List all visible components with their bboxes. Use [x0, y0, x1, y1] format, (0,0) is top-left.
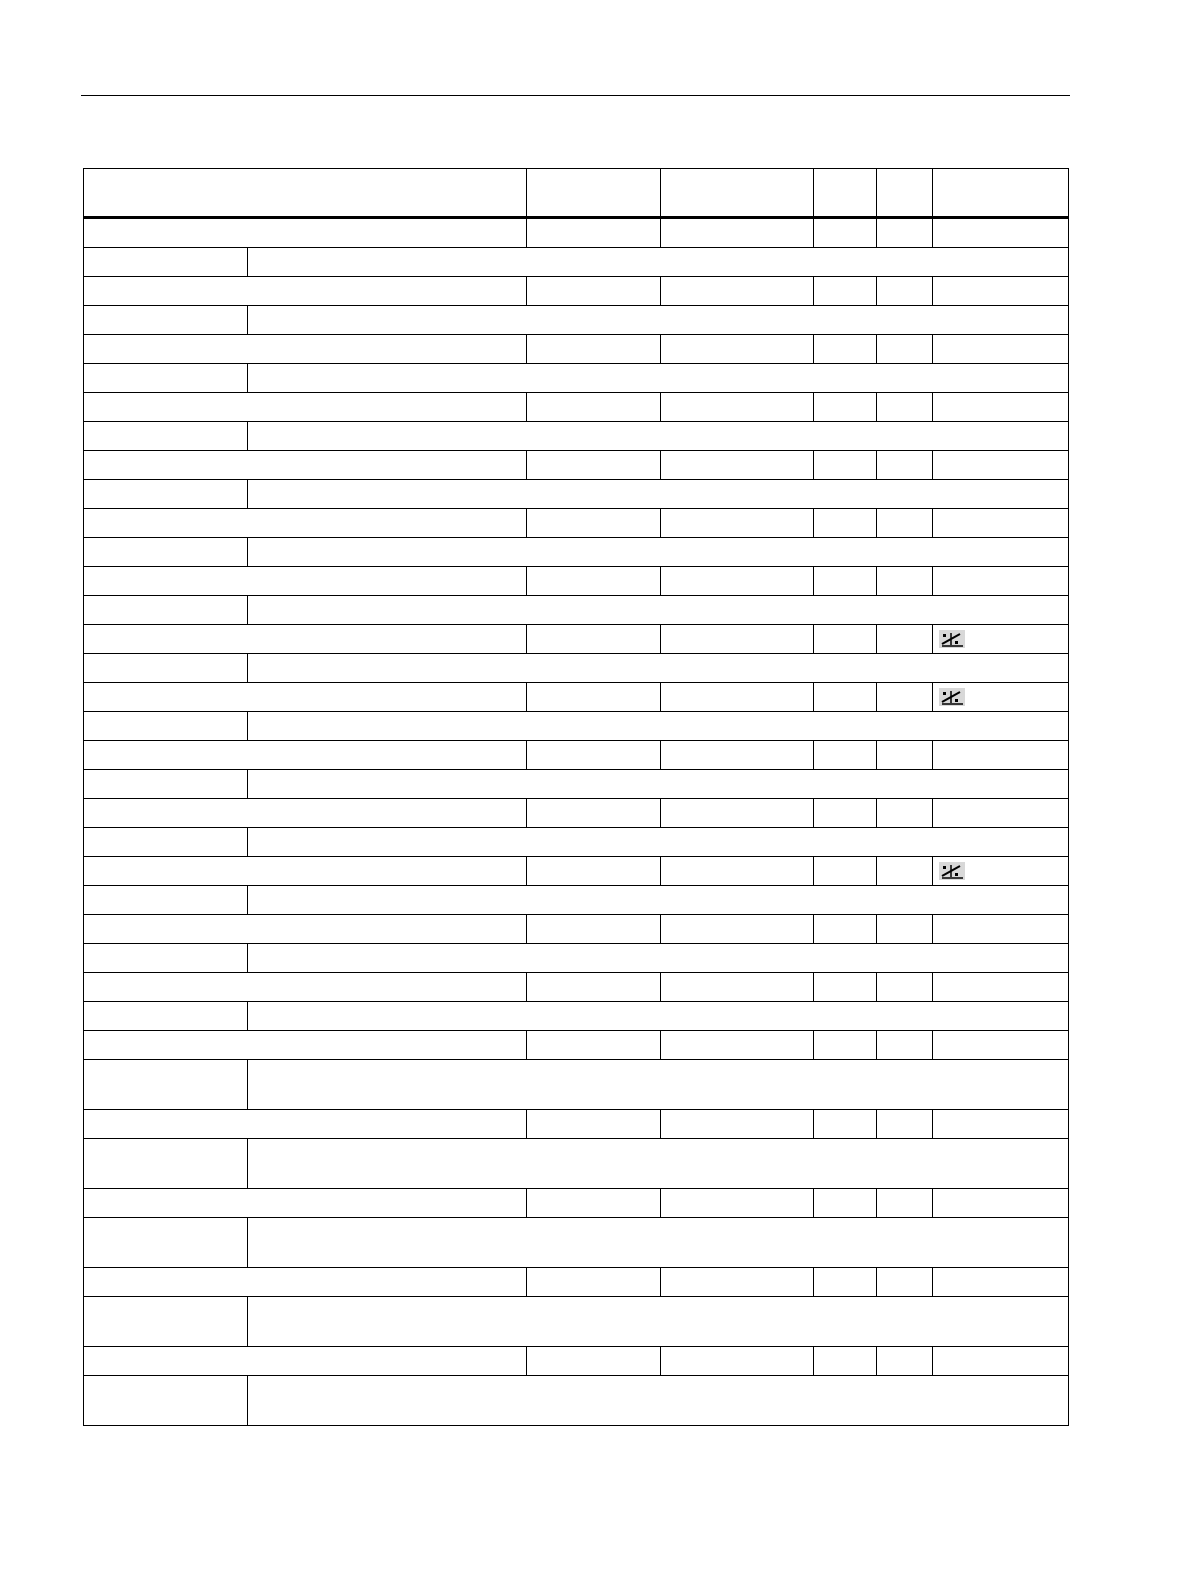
- param-cell-4: [814, 799, 877, 828]
- param-cell-3: [661, 799, 814, 828]
- parameter-row: [84, 1347, 1069, 1376]
- param-cell-4: [814, 973, 877, 1002]
- param-cell-2: [527, 393, 661, 422]
- header-cell-6: [933, 169, 1069, 218]
- param-name-cell: [84, 915, 527, 944]
- description-row: [84, 770, 1069, 799]
- param-cell-3: [661, 277, 814, 306]
- description-label-cell: [84, 248, 248, 277]
- description-text-cell: [248, 596, 1069, 625]
- param-name-cell: [84, 1189, 527, 1218]
- description-label-cell: [84, 1218, 248, 1268]
- param-cell-6: [933, 1110, 1069, 1139]
- param-cell-2: [527, 335, 661, 364]
- param-cell-6: [933, 1347, 1069, 1376]
- description-text-cell: [248, 828, 1069, 857]
- param-cell-6: [933, 451, 1069, 480]
- description-text-cell: [248, 1297, 1069, 1347]
- param-name-cell: [84, 1268, 527, 1297]
- param-cell-5: [877, 1268, 933, 1297]
- param-cell-6: [933, 277, 1069, 306]
- description-text-cell: [248, 422, 1069, 451]
- description-label-cell: [84, 770, 248, 799]
- description-text-cell: [248, 248, 1069, 277]
- param-cell-2: [527, 625, 661, 654]
- param-cell-5: [877, 741, 933, 770]
- parameter-row: [84, 683, 1069, 712]
- param-name-cell: [84, 1110, 527, 1139]
- param-cell-5: [877, 1189, 933, 1218]
- param-cell-2: [527, 683, 661, 712]
- description-text-cell: [248, 886, 1069, 915]
- param-name-cell: [84, 1347, 527, 1376]
- param-cell-6: [933, 1189, 1069, 1218]
- description-text-cell: [248, 944, 1069, 973]
- param-name-cell: [84, 567, 527, 596]
- parameter-row: [84, 915, 1069, 944]
- param-cell-4: [814, 335, 877, 364]
- description-text-cell: [248, 1139, 1069, 1189]
- header-cell-5: [877, 169, 933, 218]
- param-cell-2: [527, 451, 661, 480]
- percent-edit-icon: [939, 630, 965, 645]
- description-row: [84, 886, 1069, 915]
- param-cell-6: [933, 857, 1069, 886]
- description-row: [84, 944, 1069, 973]
- parameter-row: [84, 218, 1069, 248]
- param-cell-4: [814, 451, 877, 480]
- param-cell-2: [527, 973, 661, 1002]
- header-rule: [81, 95, 1070, 96]
- param-cell-5: [877, 625, 933, 654]
- description-row: [84, 828, 1069, 857]
- param-cell-5: [877, 451, 933, 480]
- param-cell-4: [814, 857, 877, 886]
- parameter-row: [84, 799, 1069, 828]
- param-cell-5: [877, 683, 933, 712]
- param-cell-4: [814, 1110, 877, 1139]
- param-cell-3: [661, 567, 814, 596]
- parameter-row: [84, 509, 1069, 538]
- table-body: [84, 169, 1069, 1426]
- param-cell-6: [933, 741, 1069, 770]
- parameter-row: [84, 451, 1069, 480]
- description-text-cell: [248, 306, 1069, 335]
- description-text-cell: [248, 1218, 1069, 1268]
- description-text-cell: [248, 1060, 1069, 1110]
- parameter-row: [84, 973, 1069, 1002]
- parameter-row: [84, 625, 1069, 654]
- param-cell-6: [933, 625, 1069, 654]
- parameter-table: [83, 168, 1069, 1426]
- param-cell-3: [661, 625, 814, 654]
- param-cell-6: [933, 509, 1069, 538]
- param-cell-5: [877, 567, 933, 596]
- description-row: [84, 248, 1069, 277]
- param-cell-6: [933, 1268, 1069, 1297]
- parameter-row: [84, 277, 1069, 306]
- param-name-cell: [84, 335, 527, 364]
- percent-edit-icon: [939, 862, 965, 877]
- param-cell-3: [661, 973, 814, 1002]
- param-cell-6: [933, 1031, 1069, 1060]
- description-label-cell: [84, 944, 248, 973]
- param-name-cell: [84, 799, 527, 828]
- param-cell-4: [814, 393, 877, 422]
- param-cell-2: [527, 277, 661, 306]
- param-cell-2: [527, 915, 661, 944]
- param-cell-4: [814, 1189, 877, 1218]
- param-cell-6: [933, 915, 1069, 944]
- param-name-cell: [84, 741, 527, 770]
- description-row: [84, 654, 1069, 683]
- description-row: [84, 1060, 1069, 1110]
- description-label-cell: [84, 712, 248, 741]
- header-cell-3: [661, 169, 814, 218]
- param-cell-5: [877, 799, 933, 828]
- param-cell-2: [527, 1268, 661, 1297]
- header-cell-parameter: [84, 169, 527, 218]
- description-row: [84, 306, 1069, 335]
- param-cell-3: [661, 451, 814, 480]
- description-row: [84, 1297, 1069, 1347]
- parameter-row: [84, 741, 1069, 770]
- param-cell-6: [933, 393, 1069, 422]
- description-label-cell: [84, 886, 248, 915]
- param-cell-5: [877, 277, 933, 306]
- param-cell-3: [661, 1189, 814, 1218]
- param-name-cell: [84, 509, 527, 538]
- parameter-row: [84, 1110, 1069, 1139]
- parameter-row: [84, 1189, 1069, 1218]
- param-cell-4: [814, 1031, 877, 1060]
- param-name-cell: [84, 857, 527, 886]
- param-cell-2: [527, 799, 661, 828]
- param-cell-2: [527, 1189, 661, 1218]
- param-cell-2: [527, 1031, 661, 1060]
- description-label-cell: [84, 1376, 248, 1426]
- param-cell-2: [527, 509, 661, 538]
- description-label-cell: [84, 364, 248, 393]
- param-cell-4: [814, 1268, 877, 1297]
- param-cell-4: [814, 741, 877, 770]
- param-cell-2: [527, 1347, 661, 1376]
- parameter-row: [84, 393, 1069, 422]
- description-row: [84, 422, 1069, 451]
- description-text-cell: [248, 1002, 1069, 1031]
- param-cell-5: [877, 1347, 933, 1376]
- description-label-cell: [84, 480, 248, 509]
- percent-edit-icon: [939, 688, 965, 703]
- description-text-cell: [248, 538, 1069, 567]
- param-cell-6: [933, 799, 1069, 828]
- param-cell-4: [814, 567, 877, 596]
- param-cell-6: [933, 683, 1069, 712]
- description-text-cell: [248, 364, 1069, 393]
- param-cell-3: [661, 1110, 814, 1139]
- header-cell-4: [814, 169, 877, 218]
- param-cell-5: [877, 218, 933, 248]
- description-label-cell: [84, 596, 248, 625]
- parameter-row: [84, 1268, 1069, 1297]
- param-name-cell: [84, 218, 527, 248]
- description-row: [84, 712, 1069, 741]
- param-cell-4: [814, 915, 877, 944]
- param-name-cell: [84, 683, 527, 712]
- param-cell-3: [661, 218, 814, 248]
- description-label-cell: [84, 654, 248, 683]
- param-cell-4: [814, 1347, 877, 1376]
- param-cell-4: [814, 509, 877, 538]
- param-cell-6: [933, 218, 1069, 248]
- description-label-cell: [84, 1139, 248, 1189]
- param-cell-5: [877, 1110, 933, 1139]
- description-label-cell: [84, 422, 248, 451]
- param-cell-3: [661, 741, 814, 770]
- param-cell-5: [877, 335, 933, 364]
- description-row: [84, 538, 1069, 567]
- param-cell-4: [814, 625, 877, 654]
- parameter-row: [84, 335, 1069, 364]
- param-cell-5: [877, 509, 933, 538]
- parameter-row: [84, 567, 1069, 596]
- description-text-cell: [248, 480, 1069, 509]
- param-cell-3: [661, 683, 814, 712]
- param-cell-5: [877, 393, 933, 422]
- description-row: [84, 1139, 1069, 1189]
- param-name-cell: [84, 973, 527, 1002]
- description-label-cell: [84, 828, 248, 857]
- param-cell-5: [877, 973, 933, 1002]
- param-cell-2: [527, 741, 661, 770]
- param-cell-2: [527, 218, 661, 248]
- param-cell-5: [877, 1031, 933, 1060]
- description-label-cell: [84, 1002, 248, 1031]
- description-row: [84, 480, 1069, 509]
- param-cell-6: [933, 973, 1069, 1002]
- param-cell-2: [527, 1110, 661, 1139]
- param-cell-3: [661, 393, 814, 422]
- param-cell-3: [661, 509, 814, 538]
- param-cell-3: [661, 1268, 814, 1297]
- description-text-cell: [248, 712, 1069, 741]
- param-cell-2: [527, 857, 661, 886]
- description-text-cell: [248, 1376, 1069, 1426]
- parameter-row: [84, 1031, 1069, 1060]
- param-name-cell: [84, 451, 527, 480]
- param-name-cell: [84, 625, 527, 654]
- param-cell-6: [933, 567, 1069, 596]
- param-cell-5: [877, 857, 933, 886]
- param-name-cell: [84, 393, 527, 422]
- description-row: [84, 1002, 1069, 1031]
- param-cell-6: [933, 335, 1069, 364]
- param-cell-4: [814, 277, 877, 306]
- header-cell-2: [527, 169, 661, 218]
- description-text-cell: [248, 770, 1069, 799]
- param-cell-4: [814, 218, 877, 248]
- description-label-cell: [84, 306, 248, 335]
- description-label-cell: [84, 538, 248, 567]
- param-name-cell: [84, 277, 527, 306]
- description-text-cell: [248, 654, 1069, 683]
- description-row: [84, 596, 1069, 625]
- description-label-cell: [84, 1060, 248, 1110]
- description-label-cell: [84, 1297, 248, 1347]
- description-row: [84, 1218, 1069, 1268]
- description-row: [84, 1376, 1069, 1426]
- param-cell-2: [527, 567, 661, 596]
- param-cell-3: [661, 857, 814, 886]
- table-header-row: [84, 169, 1069, 218]
- param-cell-5: [877, 915, 933, 944]
- param-cell-3: [661, 1347, 814, 1376]
- parameter-row: [84, 857, 1069, 886]
- param-cell-4: [814, 683, 877, 712]
- param-cell-3: [661, 335, 814, 364]
- param-cell-3: [661, 915, 814, 944]
- param-name-cell: [84, 1031, 527, 1060]
- description-row: [84, 364, 1069, 393]
- param-cell-3: [661, 1031, 814, 1060]
